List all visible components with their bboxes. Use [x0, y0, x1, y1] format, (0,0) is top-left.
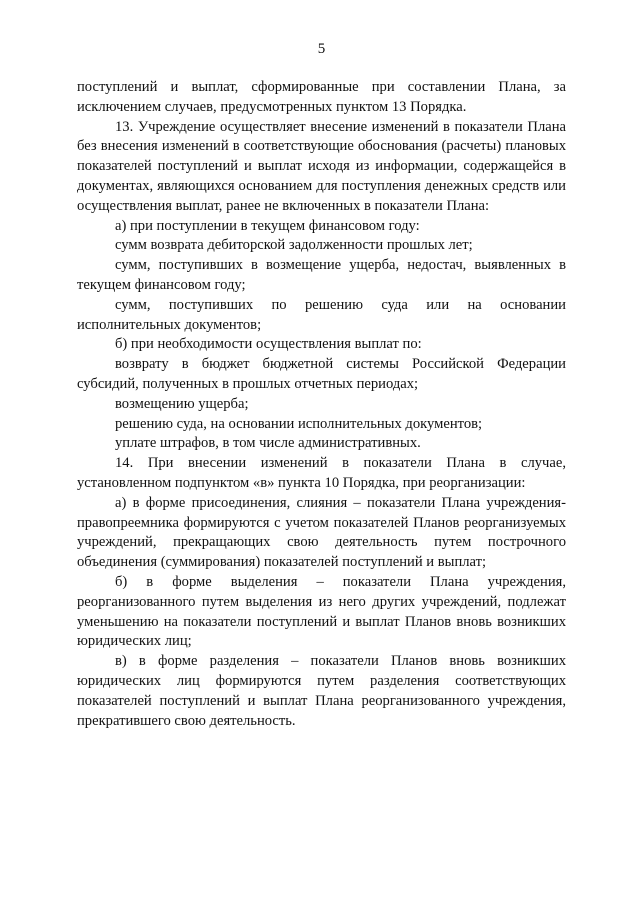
paragraph: б) при необходимости осуществления выплат по:: [115, 336, 422, 353]
page-number: 5: [317, 41, 326, 57]
paragraph: а) в форме присоединения, слияния – показатели Плана учреждения-правопреемника формируются с учетом показателей Планов реорганизуемых учреждений, прекращающих свою деятельность путем построчного объединения (суммирования) показателей поступлений и выплат;: [77, 494, 566, 571]
paragraph: в) в форме разделения – показатели Планов вновь возникших юридических лиц формируются путем разделения соответствующих показателей поступлений и выплат Плана реорганизованного учреждения, прекратившего свою деятельность.: [77, 653, 566, 729]
paragraph: б) в форме выделения – показатели Плана учреждения, реорганизованного путем выделения из него других учреждений, подлежат уменьшению на показатели поступлений и выплат Планов вновь возникших юридических лиц;: [77, 573, 566, 650]
paragraph: а) при поступлении в текущем финансовом году:: [115, 217, 420, 234]
paragraph: 13. Учреждение осуществляет внесение изменений в показатели Плана без внесения изменений в соответствующие обоснования (расчеты) плановых показателей поступлений и выплат исходя из информации, содержащейся в документах, являющихся основанием для поступления денежных средств или осуществления выплат, ранее не включенных в показатели Плана:: [77, 118, 566, 214]
paragraph: решению суда, на основании исполнительных документов;: [115, 415, 483, 432]
paragraph: поступлений и выплат, сформированные при составлении Плана, за исключением случаев, предусмотренных пунктом 13 Порядка.: [77, 79, 566, 115]
paragraph: возврату в бюджет бюджетной системы Российской Федерации субсидий, полученных в прошлых отчетных периодах;: [77, 356, 566, 392]
paragraph: сумм, поступивших по решению суда или на основании исполнительных документов;: [77, 296, 566, 333]
paragraph: возмещению ущерба;: [115, 395, 249, 412]
paragraph: сумм возврата дебиторской задолженности прошлых лет;: [115, 237, 473, 254]
paragraph: сумм, поступивших в возмещение ущерба, недостач, выявленных в текущем финансовом году;: [77, 257, 566, 293]
document-body: [77, 78, 566, 731]
paragraph: уплате штрафов, в том числе административных.: [115, 435, 421, 452]
paragraph: 14. При внесении изменений в показатели Плана в случае, установленном подпунктом «в» пункта 10 Порядка, при реорганизации:: [77, 455, 566, 491]
